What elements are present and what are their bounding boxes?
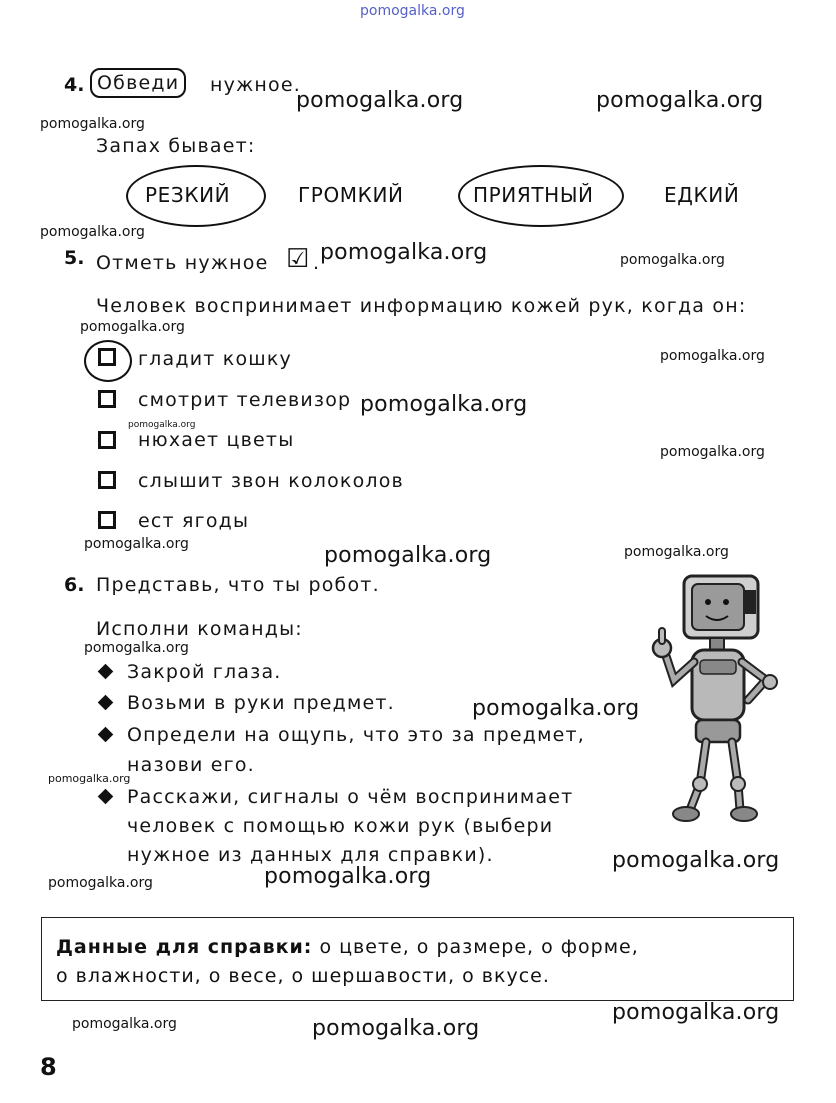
watermark: pomogalka.org [612, 1000, 780, 1025]
command-line: Закрой глаза. [127, 661, 282, 683]
header-url[interactable]: pomogalka.org [360, 3, 465, 19]
task4-number: 4. [64, 74, 85, 96]
watermark: pomogalka.org [72, 1016, 177, 1032]
watermark: pomogalka.org [40, 116, 145, 132]
task4-prompt: Запах бывает: [96, 135, 256, 157]
bullet-diamond-icon [98, 727, 114, 743]
answer-option: слышит звон колоколов [138, 470, 404, 492]
checkbox-checked-icon: ☑ [286, 244, 310, 274]
task6-commands-title: Исполни команды: [96, 618, 303, 640]
checkbox[interactable] [98, 511, 116, 529]
checkbox[interactable] [98, 471, 116, 489]
option-word: ГРОМКИЙ [298, 183, 404, 207]
task5-number: 5. [64, 247, 85, 269]
command-line: человек с помощью кожи рук (выбери [127, 815, 554, 837]
watermark: pomogalka.org [324, 543, 492, 568]
watermark: pomogalka.org [84, 536, 189, 552]
reference-label: Данные для справки: [56, 936, 313, 958]
task5-question: Человек воспринимает информацию кожей рук, когда он: [96, 295, 747, 317]
bullet-diamond-icon [98, 695, 114, 711]
command-line: Возьми в руки предмет. [127, 692, 395, 714]
watermark: pomogalka.org [312, 1016, 480, 1041]
watermark: pomogalka.org [360, 392, 528, 417]
option-word: ЕДКИЙ [664, 183, 740, 207]
answer-option: ест ягоды [138, 510, 250, 532]
answer-option: нюхает цветы [138, 429, 295, 451]
watermark: pomogalka.org [660, 348, 765, 364]
bullet-diamond-icon [98, 664, 114, 680]
watermark: pomogalka.org [264, 864, 432, 889]
watermark: pomogalka.org [596, 88, 764, 113]
command-line: Расскажи, сигналы о чём воспринимает [127, 786, 574, 808]
option-word: РЕЗКИЙ [145, 183, 231, 207]
watermark: pomogalka.org [612, 848, 780, 873]
watermark: pomogalka.org [660, 444, 765, 460]
task4-boxed-word: Обведи [90, 68, 186, 98]
command-line: назови его. [127, 754, 255, 776]
checkbox[interactable] [98, 390, 116, 408]
watermark: pomogalka.org [128, 420, 196, 430]
reference-text: о цвете, о размере, о форме, [319, 936, 639, 958]
watermark: pomogalka.org [48, 875, 153, 891]
command-line: нужное из данных для справки). [127, 844, 494, 866]
reference-line-1 [56, 936, 639, 958]
watermark: pomogalka.org [624, 544, 729, 560]
answer-option: смотрит телевизор [138, 389, 352, 411]
watermark: pomogalka.org [320, 240, 488, 265]
task6-number: 6. [64, 574, 85, 596]
robot-illustration [640, 570, 780, 830]
command-line: Определи на ощупь, что это за предмет, [127, 724, 585, 746]
task5-dot: . [313, 252, 321, 274]
task5-instruction: Отметь нужное [96, 252, 269, 274]
watermark: pomogalka.org [296, 88, 464, 113]
page-number: 8 [40, 1053, 57, 1081]
task6-intro: Представь, что ты робот. [96, 574, 380, 596]
watermark: pomogalka.org [84, 640, 189, 656]
watermark: pomogalka.org [472, 696, 640, 721]
checkbox[interactable] [98, 348, 116, 366]
watermark: pomogalka.org [620, 252, 725, 268]
bullet-diamond-icon [98, 789, 114, 805]
answer-option: гладит кошку [138, 348, 292, 370]
reference-box [41, 917, 794, 1001]
checkbox[interactable] [98, 431, 116, 449]
option-word: ПРИЯТНЫЙ [473, 183, 594, 207]
watermark: pomogalka.org [80, 319, 185, 335]
task4-instruction: нужное. [210, 74, 301, 96]
watermark: pomogalka.org [40, 224, 145, 240]
watermark: pomogalka.org [48, 772, 131, 785]
reference-line-2: о влажности, о весе, о шершавости, о вкусе. [56, 965, 550, 987]
